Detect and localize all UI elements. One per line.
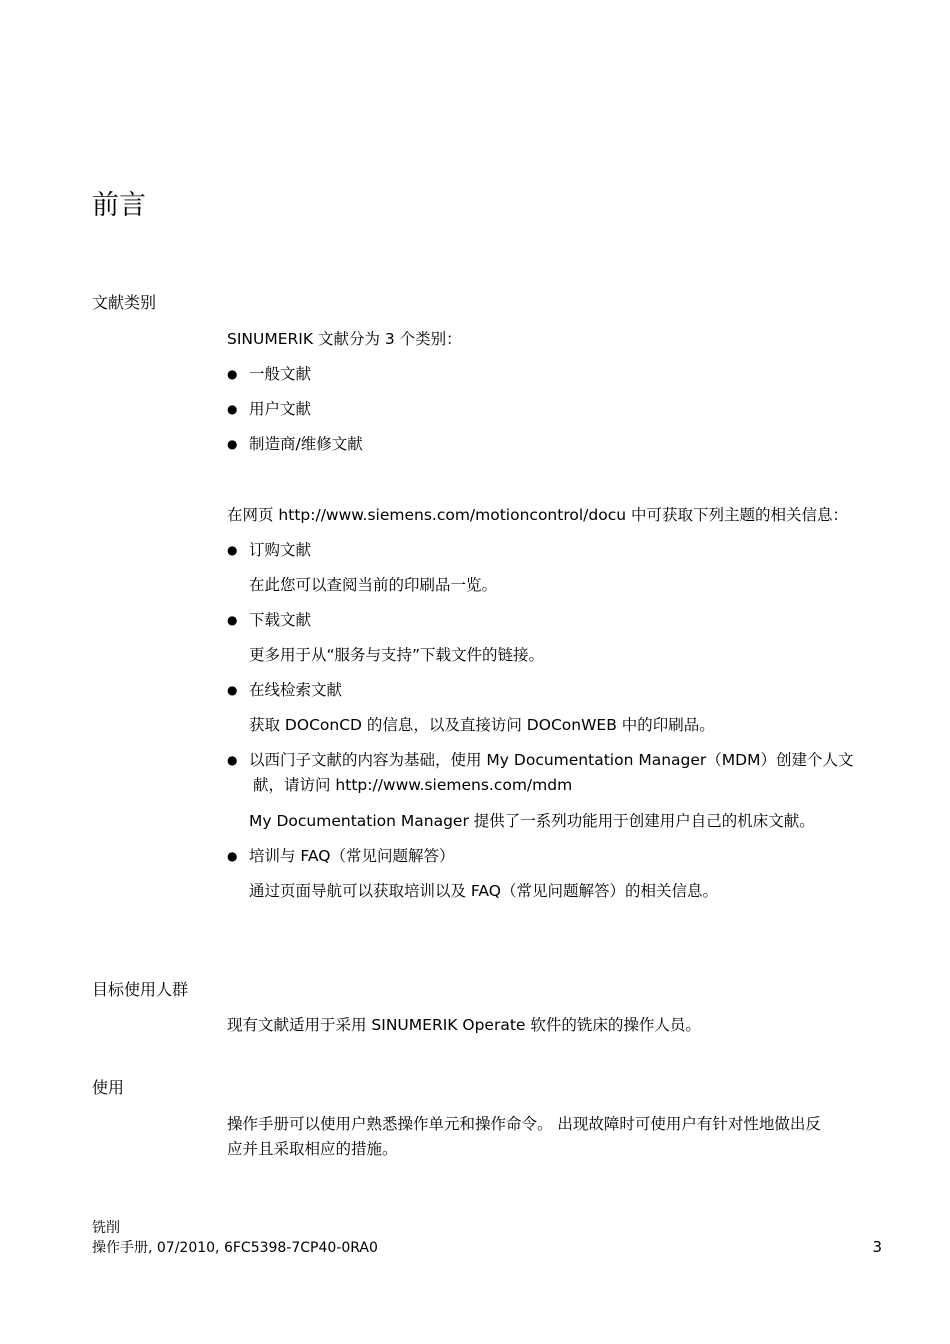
web-intro: 在网页 http://www.siemens.com/motioncontrol/docu 中可获取下列主题的相关信息： xyxy=(227,506,848,524)
topic-description: 在此您可以查阅当前的印刷品一览。 xyxy=(249,576,498,594)
page-number: 3 xyxy=(872,1238,882,1256)
bullet-icon: ● xyxy=(227,402,238,416)
section-heading-doc-types: 文献类别 xyxy=(92,293,157,312)
page-title: 前言 xyxy=(92,190,146,221)
list-item: ● 制造商/维修文献 xyxy=(227,432,363,456)
bullet-icon: ● xyxy=(227,683,238,697)
bullet-icon: ● xyxy=(227,849,238,863)
bullet-icon: ● xyxy=(227,613,238,627)
section-heading-usage: 使用 xyxy=(92,1078,125,1097)
list-item: ● 一般文献 xyxy=(227,362,311,386)
list-item: ● 用户文献 xyxy=(227,397,311,421)
footer-product: 铣削 xyxy=(92,1220,120,1236)
list-item: ● 下载文献 xyxy=(227,608,311,632)
list-item: ● 订购文献 xyxy=(227,538,311,562)
list-item: ● 培训与 FAQ（常见问题解答） xyxy=(227,844,454,868)
section-heading-audience: 目标使用人群 xyxy=(92,980,189,999)
topic-description: 获取 DOConCD 的信息，以及直接访问 DOConWEB 中的印刷品。 xyxy=(249,716,715,734)
audience-text: 现有文献适用于采用 SINUMERIK Operate 软件的铣床的操作人员。 xyxy=(227,1016,701,1034)
topic-description: My Documentation Manager 提供了一系列功能用于创建用户自己的机床文献。 xyxy=(249,812,815,830)
list-item: ● 在线检索文献 xyxy=(227,678,342,702)
list-item: ● 以西门子文献的内容为基础，使用 My Documentation Manager（MDM）创建个人文 xyxy=(227,748,853,772)
bullet-icon: ● xyxy=(227,753,238,767)
usage-text-line2: 应并且采取相应的措施。 xyxy=(227,1140,398,1158)
footer-manual-info: 操作手册, 07/2010, 6FC5398-7CP40-0RA0 xyxy=(92,1240,378,1256)
topic-description: 通过页面导航可以获取培训以及 FAQ（常见问题解答）的相关信息。 xyxy=(249,882,718,900)
bullet-icon: ● xyxy=(227,367,238,381)
bullet-icon: ● xyxy=(227,437,238,451)
bullet-icon: ● xyxy=(227,543,238,557)
usage-text-line1: 操作手册可以使用户熟悉操作单元和操作命令。 出现故障时可使用户有针对性地做出反 xyxy=(227,1115,821,1133)
doc-types-intro: SINUMERIK 文献分为 3 个类别： xyxy=(227,330,462,348)
topic-description: 更多用于从“服务与支持”下载文件的链接。 xyxy=(249,646,545,664)
topic-label-continued: 献，请访问 http://www.siemens.com/mdm xyxy=(253,776,573,794)
